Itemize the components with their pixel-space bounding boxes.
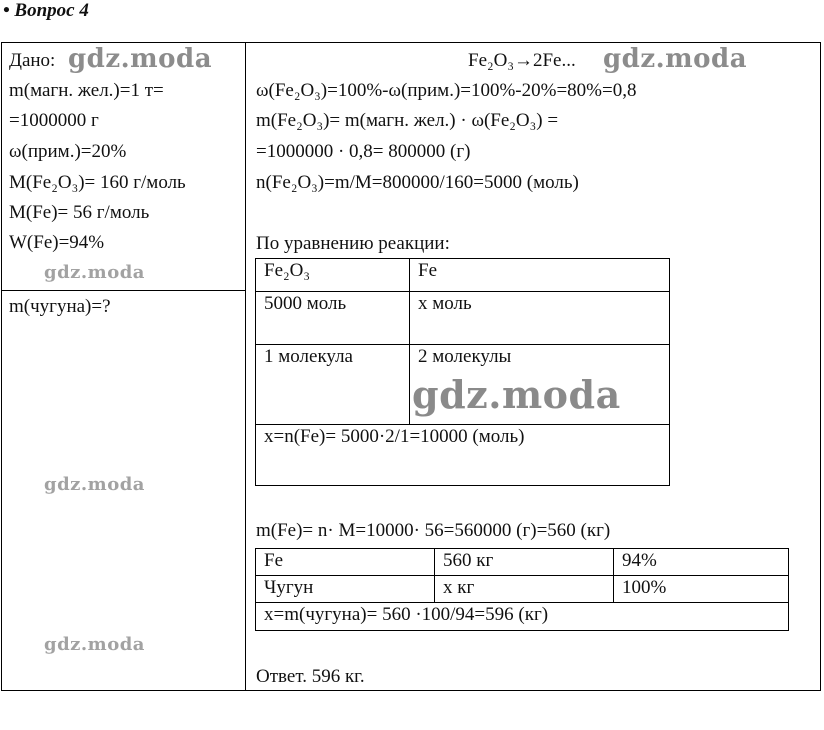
table-cell: Чугун	[256, 576, 435, 603]
given-find-divider	[1, 290, 246, 291]
table-cell: x моль	[410, 292, 670, 345]
cast-iron-table	[255, 548, 789, 631]
table-row	[256, 549, 789, 576]
given-line-2: =1000000 г	[9, 110, 99, 131]
table-result-cell: x=m(чугуна)= 560 ·100/94=596 (кг)	[256, 603, 789, 631]
given-line-6: W(Fe)=94%	[9, 232, 105, 253]
column-divider	[245, 42, 246, 691]
table-cell: 560 кг	[435, 549, 614, 576]
table-result-cell: x=n(Fe)= 5000·2/1=10000 (моль)	[256, 425, 670, 486]
watermark: gdz.moda	[603, 44, 748, 74]
given-line-1: m(магн. жел.)=1 т=	[9, 80, 164, 101]
table-row	[256, 425, 670, 486]
watermark: gdz.moda	[68, 44, 213, 74]
table-cell: 2 молекулы	[410, 345, 670, 425]
reaction-equation: Fe₂O₃→2Fe...	[468, 50, 576, 71]
table-cell: 94%	[614, 549, 789, 576]
solution-line-1: ω(Fe₂O₃)=100%-ω(прим.)=100%-20%=80%=0,8	[256, 80, 637, 101]
given-line-3: ω(прим.)=20%	[9, 141, 127, 162]
table-cell: 1 молекула	[256, 345, 410, 425]
watermark: gdz.moda	[44, 474, 145, 495]
table-header-cell: Fe₂O₃	[256, 259, 410, 292]
solution-line-2: m(Fe₂O₃)= m(магн. жел.) · ω(Fe₂O₃) =	[256, 110, 559, 131]
question-heading: • Вопрос 4	[3, 0, 89, 21]
table-row	[256, 603, 789, 631]
table-row	[256, 576, 789, 603]
table-cell: Fe	[256, 549, 435, 576]
table-row	[256, 259, 670, 292]
given-line-4: M(Fe₂O₃)= 160 г/моль	[9, 172, 186, 193]
mass-fe-line: m(Fe)= n· M=10000· 56=560000 (г)=560 (кг)	[256, 520, 611, 541]
table-header-cell: Fe	[410, 259, 670, 292]
table-cell: 100%	[614, 576, 789, 603]
by-equation-label: По уравнению реакции:	[256, 233, 450, 254]
answer-line: Ответ. 596 кг.	[256, 666, 365, 687]
table-cell: x кг	[435, 576, 614, 603]
find-line: m(чугуна)=?	[9, 296, 111, 317]
watermark: gdz.moda	[44, 262, 145, 283]
watermark: gdz.moda	[412, 372, 621, 417]
given-line-5: M(Fe)= 56 г/моль	[9, 202, 150, 223]
table-row	[256, 292, 670, 345]
solution-line-3: =1000000 · 0,8= 800000 (г)	[256, 141, 471, 162]
given-label: Дано:	[9, 50, 56, 71]
table-cell: 5000 моль	[256, 292, 410, 345]
watermark: gdz.moda	[44, 634, 145, 655]
solution-line-4: n(Fe₂O₃)=m/M=800000/160=5000 (моль)	[256, 172, 579, 193]
